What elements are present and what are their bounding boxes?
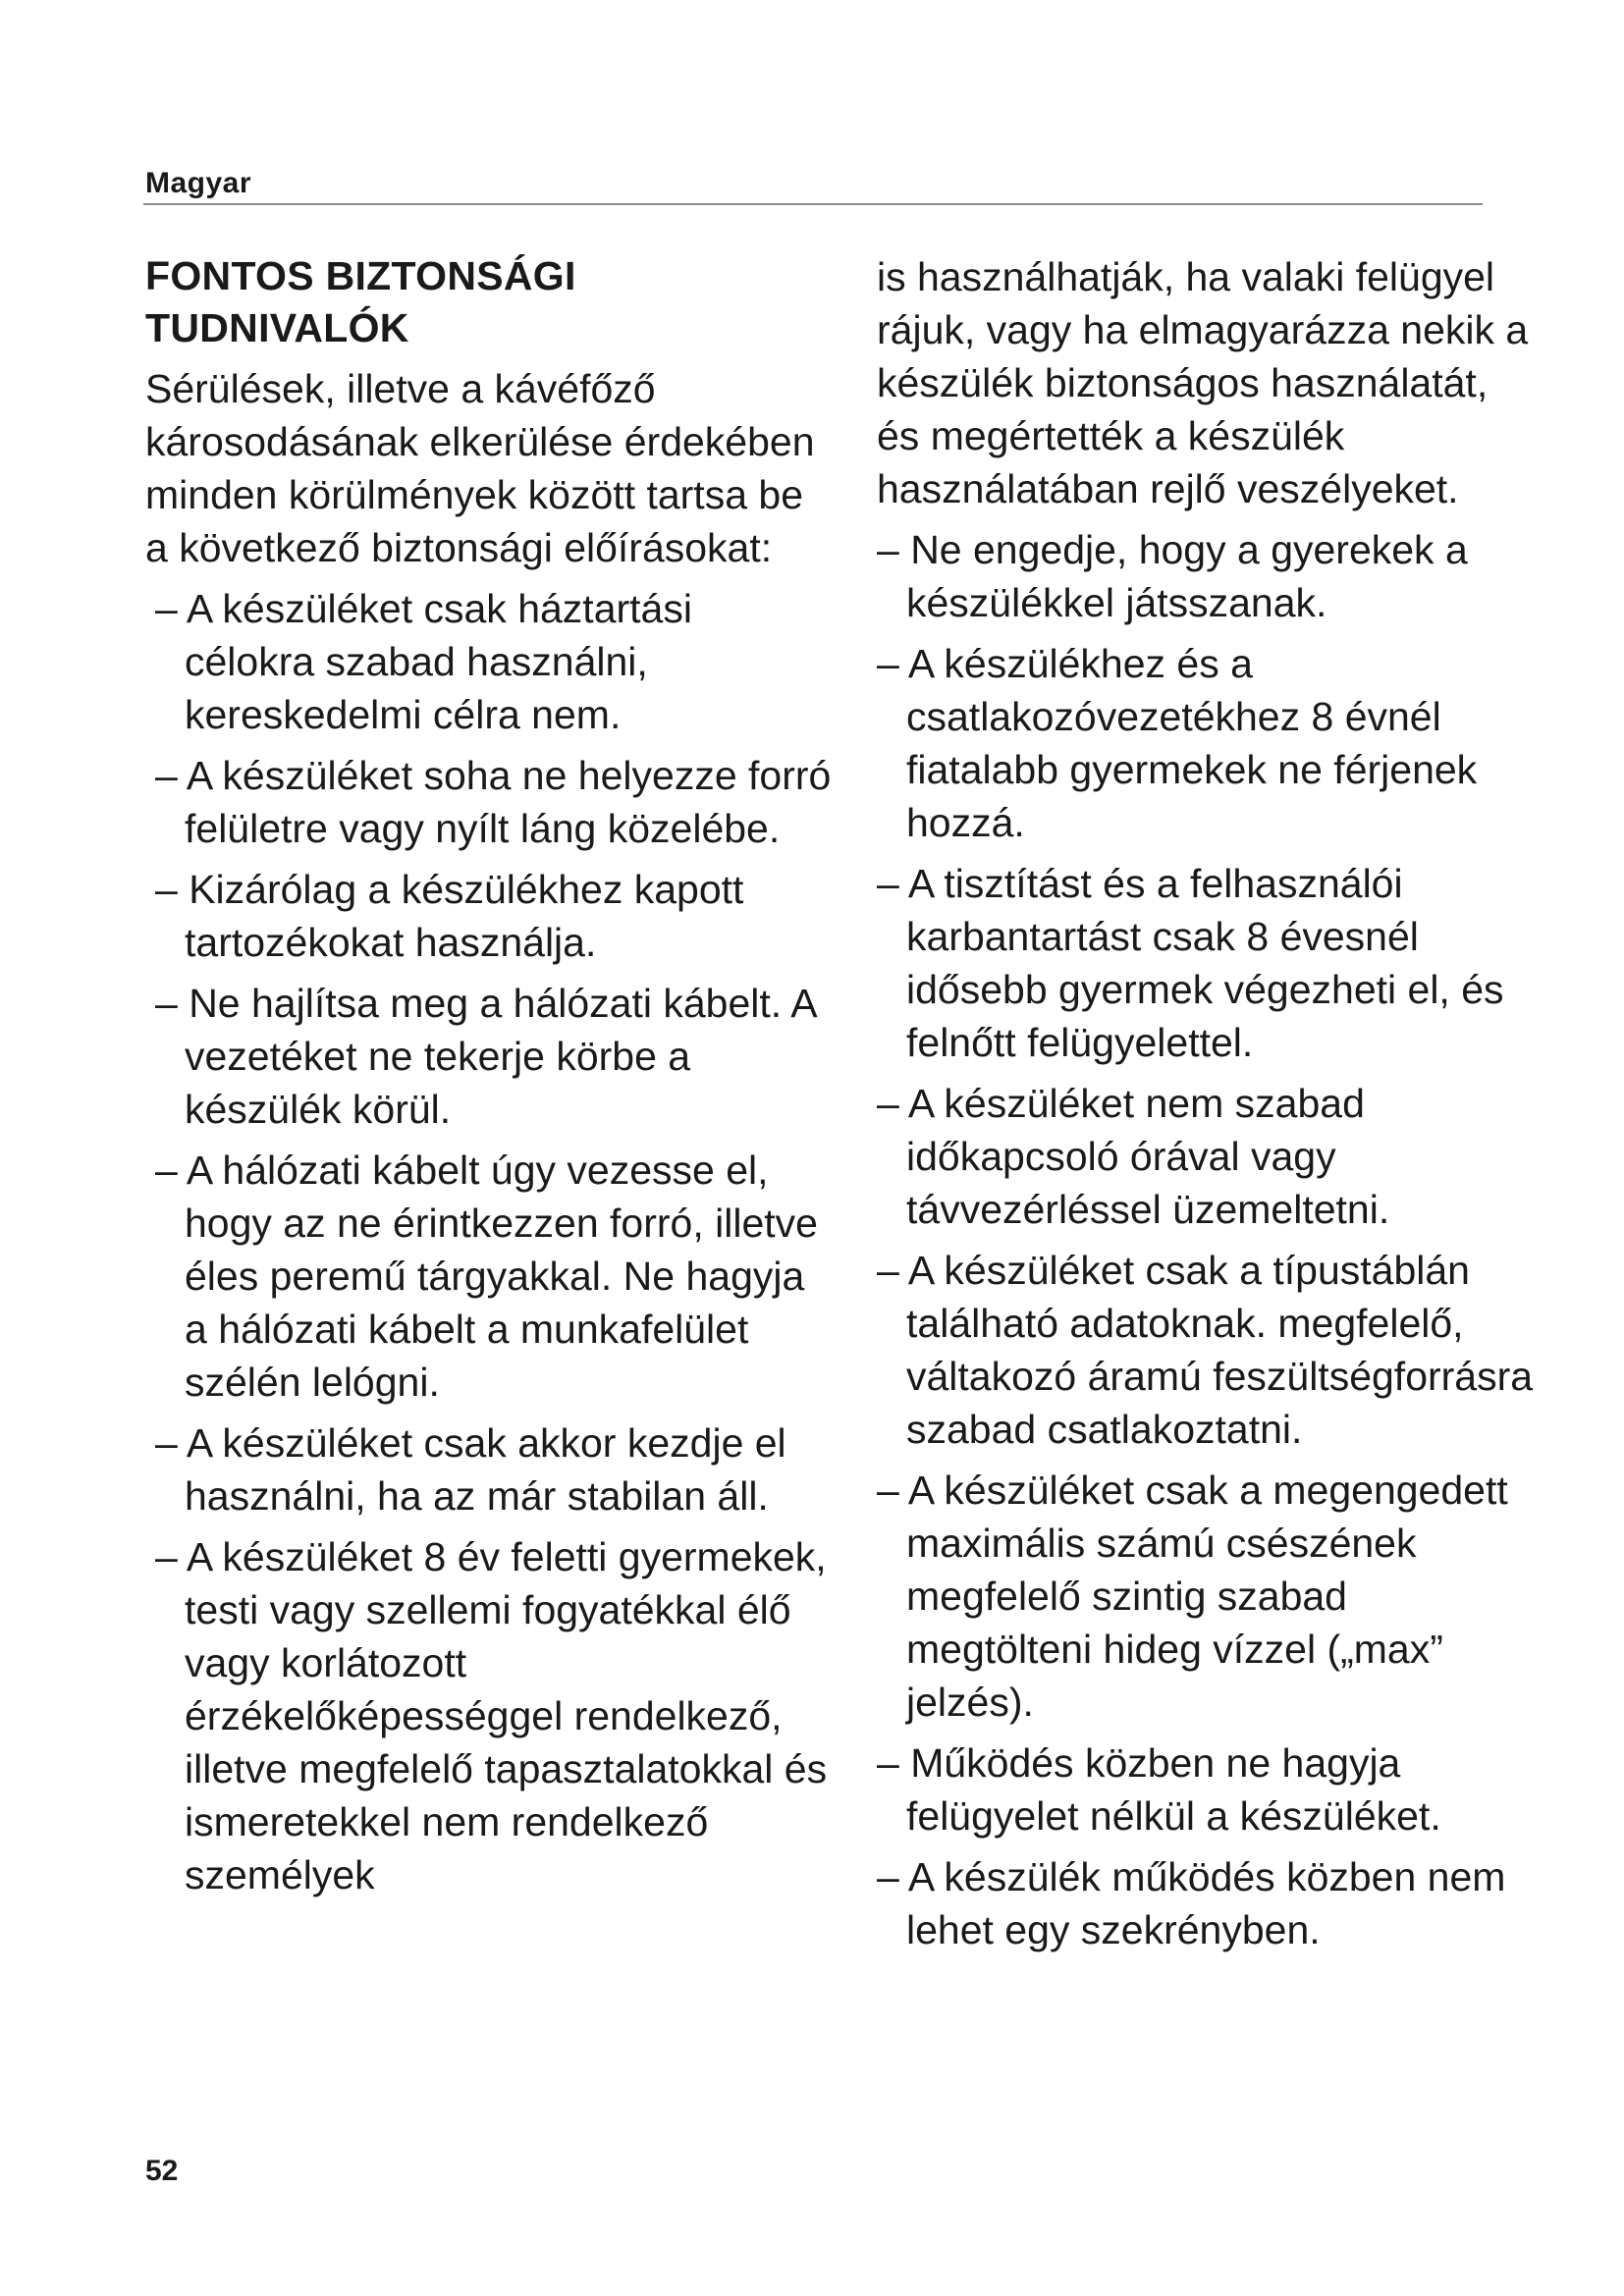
header-divider <box>143 203 1483 205</box>
page-number: 52 <box>145 2155 179 2187</box>
safety-item: – A készüléket csak akkor kezdje el használni, ha az már stabilan áll. <box>155 1420 786 1519</box>
safety-item: – Kizárólag a készülékhez kapott tartozékokat használja. <box>155 867 744 965</box>
safety-item: – A készüléket csak a típustáblán található adatoknak. megfelelő, váltakozó áramú feszültségforrásra szabad csatlakoztatni. <box>877 1248 1534 1452</box>
section-title <box>145 250 833 354</box>
section-title-line-2: TUDNIVALÓK <box>145 305 409 350</box>
safety-item: – A készüléket csak a megengedett maximális számú csészének megfelelő szintig szabad megtölteni hideg vízzel („max” jelzés). <box>877 1468 1508 1725</box>
safety-item: – A készülék működés közben nem lehet egy szekrényben. <box>877 1854 1506 1952</box>
language-label: Magyar <box>145 167 252 199</box>
safety-item: – A hálózati kábelt úgy vezesse el, hogy az ne érintkezzen forró, illetve éles peremű tárgyakkal. Ne hagyja a hálózati kábelt a munkafelület szélén lelógni. <box>155 1148 818 1405</box>
safety-item: – A készülékhez és a csatlakozóvezetékhez 8 évnél fiatalabb gyermekek ne férjenek hozzá. <box>877 641 1478 845</box>
safety-item: – A készüléket csak háztartási célokra szabad használni, kereskedelmi célra nem. <box>155 586 692 737</box>
safety-list-right <box>877 523 1535 1956</box>
safety-item: – Ne hajlítsa meg a hálózati kábelt. A vezetéket ne tekerje körbe a készülék körül. <box>155 981 816 1132</box>
safety-item: – A készüléket soha ne helyezze forró felületre vagy nyílt láng közelébe. <box>155 753 832 851</box>
left-column <box>145 250 833 1909</box>
continuation-paragraph: is használhatják, ha valaki felügyel rájuk, vagy ha elmagyarázza nekik a készülék biztonságos használatát, és megértették a készülék használatában rejlő veszélyeket. <box>877 254 1529 511</box>
safety-list-left <box>145 582 833 1901</box>
safety-item: – A készüléket 8 év feletti gyermekek, testi vagy szellemi fogyatékkal élő vagy korlátozott érzékelőképességgel rendelkező, illetve megfelelő tapasztalatokkal és ismeretekkel nem rendelkező személyek <box>155 1534 828 1897</box>
intro-paragraph: Sérülések, illetve a kávéfőző károsodásának elkerülése érdekében minden körülmények között tartsa be a következő biztonsági előírásokat: <box>145 366 815 570</box>
safety-item: – A készüléket nem szabad időkapcsoló órával vagy távvezérléssel üzemeltetni. <box>877 1081 1390 1232</box>
section-title-line-1: FONTOS BIZTONSÁGI <box>145 253 576 298</box>
right-column <box>877 250 1535 1964</box>
safety-item: – Működés közben ne hagyja felügyelet nélkül a készüléket. <box>877 1740 1441 1839</box>
safety-item: – A tisztítást és a felhasználói karbantartást csak 8 évesnél idősebb gyermek végezheti el, és felnőtt felügyelettel. <box>877 861 1504 1065</box>
safety-item: – Ne engedje, hogy a gyerekek a készülékkel játsszanak. <box>877 527 1468 625</box>
